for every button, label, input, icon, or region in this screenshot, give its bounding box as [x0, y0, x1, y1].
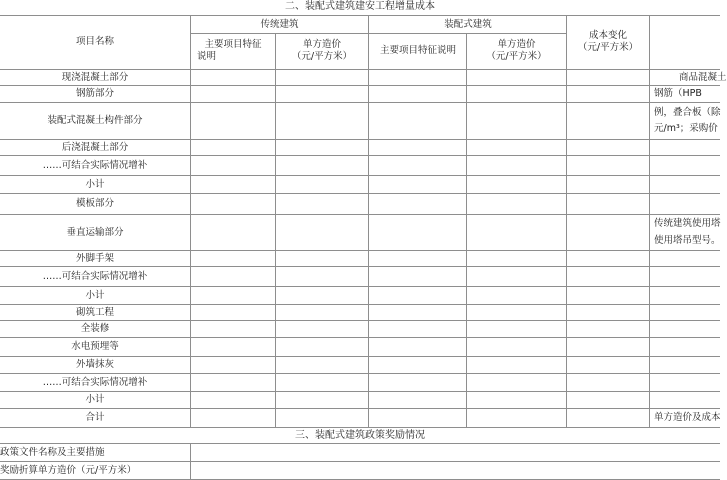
- grid-line: [0, 461, 720, 462]
- grid-line: [0, 391, 720, 392]
- row-label: ……可结合实际情况增补: [42, 270, 148, 282]
- grid-line: [191, 33, 566, 34]
- grid-line: [0, 193, 720, 194]
- header-unit-cost-traditional: [276, 34, 368, 68]
- header-unit-cost-line1: 单方造价: [302, 39, 341, 50]
- header-main-feature-line1: 主要项目特征: [204, 39, 262, 50]
- row-label: 现浇混凝土部分: [61, 71, 129, 83]
- note-rebar: 钢筋（HPB: [654, 88, 702, 99]
- note-precast-line1: 例，叠合板（除: [654, 106, 721, 118]
- row-label: ……可结合实际情况增补: [42, 159, 148, 171]
- grid-line: [190, 443, 191, 480]
- header-traditional: 传统建筑: [260, 18, 299, 30]
- header-unit-cost-line2: （元/平方米）: [291, 51, 353, 62]
- note-precast-line2: 元/m³；采购价: [654, 122, 718, 134]
- header-cost-change: [567, 16, 649, 68]
- row-label: 装配式混凝土构件部分: [47, 115, 143, 126]
- row-label: 后浇混凝土部分: [61, 141, 129, 153]
- row-label: 外墙抹灰: [75, 359, 114, 370]
- grid-line: [0, 427, 720, 428]
- grid-line: [0, 408, 720, 409]
- grid-line: [0, 304, 720, 305]
- policy-row-label: 政策文件名称及主要措施: [0, 446, 105, 458]
- grid-line: [0, 175, 720, 176]
- grid-line: [0, 266, 720, 267]
- grid-line: [368, 15, 369, 428]
- grid-line: [566, 15, 567, 428]
- grid-line: [0, 139, 720, 140]
- grid-line: [0, 69, 720, 70]
- row-label: 合计: [85, 412, 105, 423]
- cost-section-title: 二、装配式建筑建安工程增量成本: [285, 1, 435, 12]
- grid-line: [649, 15, 650, 428]
- grid-line: [0, 15, 720, 16]
- grid-line: [0, 443, 720, 444]
- row-label: 钢筋部分: [75, 88, 114, 99]
- row-label: 全装修: [80, 323, 110, 334]
- grid-line: [0, 320, 720, 321]
- grid-line: [0, 373, 720, 374]
- grid-line: [0, 214, 720, 215]
- header-cost-change-line1: 成本变化: [588, 30, 627, 41]
- row-label: 外脚手架: [75, 252, 114, 264]
- header-main-feature-line2: 说明: [197, 51, 217, 62]
- policy-section-title: 三、装配式建筑政策奖励情况: [295, 429, 425, 441]
- row-label: 水电预埋等: [71, 341, 119, 352]
- header-main-feature-prefab: 主要项目特征说明: [379, 45, 456, 56]
- grid-line: [0, 102, 720, 103]
- row-label: ……可结合实际情况增补: [42, 376, 148, 388]
- row-label: 小计: [85, 394, 105, 405]
- note-total: 单方造价及成本: [654, 412, 721, 423]
- note-vertical-line2: 使用塔吊型号。: [654, 235, 721, 246]
- grid-line: [190, 15, 191, 428]
- note-vertical-line1: 传统建筑使用塔: [654, 218, 721, 229]
- grid-line: [0, 337, 720, 338]
- grid-line: [0, 155, 720, 156]
- grid-line: [275, 33, 276, 428]
- row-label: 小计: [85, 289, 105, 301]
- policy-row-label: 奖励折算单方造价（元/平方米）: [0, 465, 137, 476]
- grid-line: [466, 33, 467, 428]
- grid-line: [0, 85, 720, 86]
- header-main-feature-traditional: [191, 34, 275, 68]
- grid-line: [0, 250, 720, 251]
- grid-line: [0, 286, 720, 287]
- row-label: 砌筑工程: [75, 306, 114, 318]
- header-item-name: 项目名称: [75, 36, 114, 47]
- row-label: 垂直运输部分: [66, 226, 124, 238]
- header-unit-cost-prefab-line1: 单方造价: [497, 39, 536, 50]
- header-cost-change-line2: （元/平方米）: [577, 42, 639, 53]
- header-unit-cost-prefab: [467, 34, 566, 68]
- header-prefab: 装配式建筑: [444, 18, 492, 30]
- grid-line: [0, 356, 720, 357]
- row-label: 模板部分: [75, 198, 114, 209]
- row-label: 小计: [85, 178, 105, 190]
- note-concrete: 商品混凝土: [679, 71, 727, 83]
- header-unit-cost-prefab-line2: （元/平方米）: [486, 51, 547, 62]
